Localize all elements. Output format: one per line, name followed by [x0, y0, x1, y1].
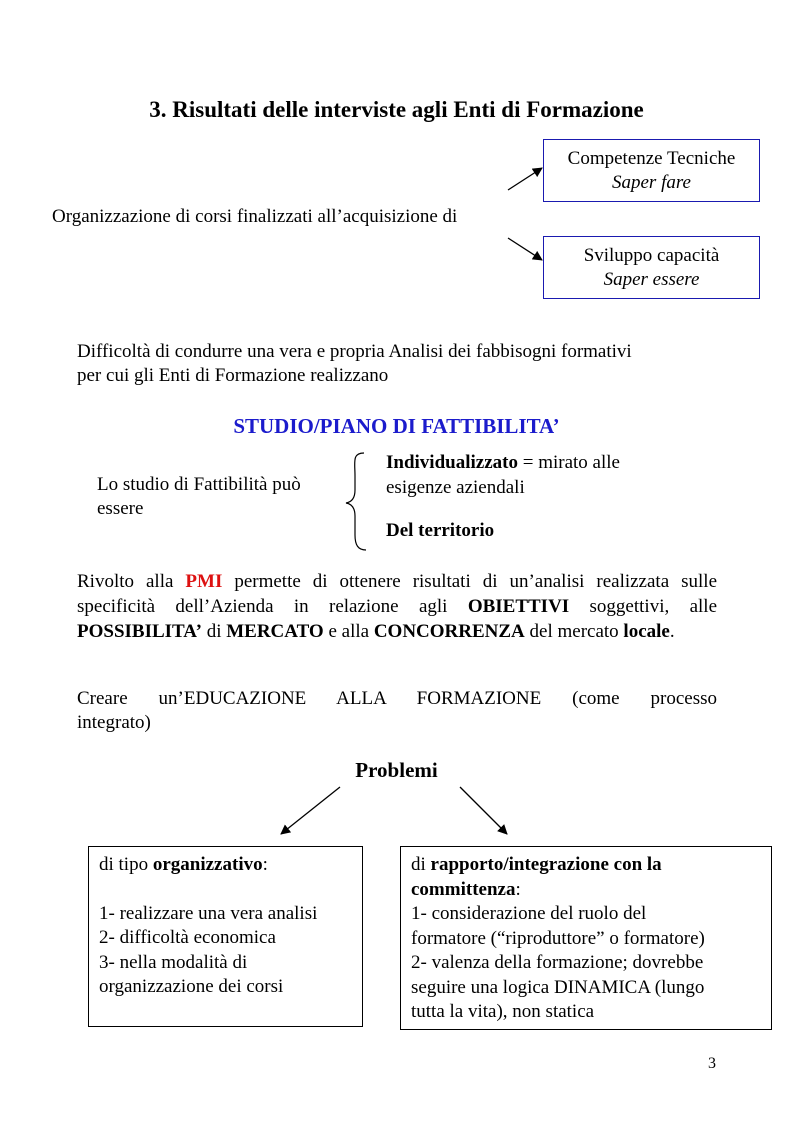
study-label: [97, 473, 301, 521]
problem-left-intro: di tipo: [99, 854, 153, 875]
education-paragraph: [77, 687, 717, 735]
problem-right-item: tutta la vita), non statica: [411, 1001, 595, 1022]
pmi-possibilita: POSSIBILITA’: [77, 621, 202, 642]
pmi-text-5: e alla: [323, 621, 374, 642]
problem-right-item: 1- considerazione del ruolo del: [411, 903, 647, 924]
difficulty-paragraph: [77, 340, 717, 388]
study-option-individual-rest: = mirato alle: [517, 452, 620, 473]
arrow-to-left-problem: [281, 787, 340, 834]
pmi-text-4: di: [201, 621, 227, 642]
education-line-2: integrato): [77, 712, 151, 733]
pmi-text-7: .: [669, 621, 675, 642]
page-number: 3: [708, 1055, 716, 1072]
page-title: 3. Risultati delle interviste agli Enti di Formazione: [149, 97, 644, 122]
study-option-individual: [386, 450, 620, 500]
study-label-line-1: Lo studio di Fattibilità può: [97, 474, 301, 495]
problem-left-intro-end: :: [262, 854, 268, 875]
problem-left-item: 1- realizzare una vera analisi: [99, 902, 318, 924]
pmi-concorrenza: CONCORRENZA: [373, 621, 525, 642]
study-heading: STUDIO/PIANO DI FATTIBILITA’: [233, 414, 560, 438]
problem-right-intro-bold-1: rapporto/integrazione con la: [430, 854, 662, 875]
study-option-territorio-bold: Del territorio: [386, 520, 495, 541]
study-option-individual-line-2: esigenze aziendali: [386, 477, 525, 498]
diagram-source-text: Organizzazione di corsi finalizzati all’acquisizione di: [52, 206, 458, 227]
problem-box-organizational: [88, 846, 363, 1027]
pmi-obiettivi: OBIETTIVI: [467, 596, 570, 617]
pmi-mercato: MERCATO: [226, 621, 324, 642]
problem-box-relationship: [400, 846, 772, 1030]
pmi-text-2: permette di ottenere risultati di un’analisi realizzata sulle specificità dell’Azienda in relazione agli: [77, 571, 718, 617]
problem-right-intro: di: [411, 854, 431, 875]
box-sviluppo-title: Sviluppo capacità: [583, 245, 720, 266]
education-line-1: Creare un’EDUCAZIONE ALLA FORMAZIONE (come processo: [77, 688, 717, 709]
pmi-text-6: del mercato: [524, 621, 624, 642]
study-option-individual-bold: Individualizzato: [386, 452, 518, 473]
difficulty-line-2: per cui gli Enti di Formazione realizzano: [77, 365, 389, 386]
problem-right-item: seguire una logica DINAMICA (lungo: [411, 976, 705, 998]
study-label-line-2: essere: [97, 498, 144, 519]
arrow-to-sviluppo: [508, 238, 542, 260]
problem-right-intro-end: :: [515, 878, 521, 900]
box-competenze-title: Competenze Tecniche: [567, 148, 736, 169]
difficulty-line-1: Difficoltà di condurre una vera e propria Analisi dei fabbisogni formativi: [77, 341, 632, 362]
problem-left-item: 2- difficoltà economica: [99, 927, 276, 948]
problem-left-item: organizzazione dei corsi: [99, 976, 284, 997]
problem-right-intro-bold-2: committenza: [411, 878, 516, 900]
problem-right-item: 2- valenza della formazione; dovrebbe: [411, 952, 704, 973]
arrow-to-competenze: [508, 168, 542, 190]
box-sviluppo-subtitle: Saper essere: [603, 269, 700, 290]
problem-left-item: 3- nella modalità di: [99, 951, 248, 973]
pmi-locale: locale: [623, 621, 670, 642]
problem-right-item: formatore (“riproduttore” o formatore): [411, 927, 705, 949]
problems-heading: Problemi: [355, 758, 438, 782]
curly-brace: [346, 453, 366, 550]
box-competenze-tecniche: [543, 139, 760, 202]
pmi-paragraph: [77, 569, 717, 644]
problem-left-intro-bold: organizzativo: [152, 854, 263, 875]
pmi-text-1: Rivolto alla: [77, 571, 186, 592]
study-option-territorio: [386, 520, 494, 542]
pmi-text-3: soggettivi, alle: [569, 596, 717, 617]
box-competenze-subtitle: Saper fare: [612, 172, 691, 193]
box-sviluppo-capacita: [543, 236, 760, 299]
pmi-highlight: PMI: [185, 571, 223, 592]
arrow-to-right-problem: [460, 787, 507, 834]
